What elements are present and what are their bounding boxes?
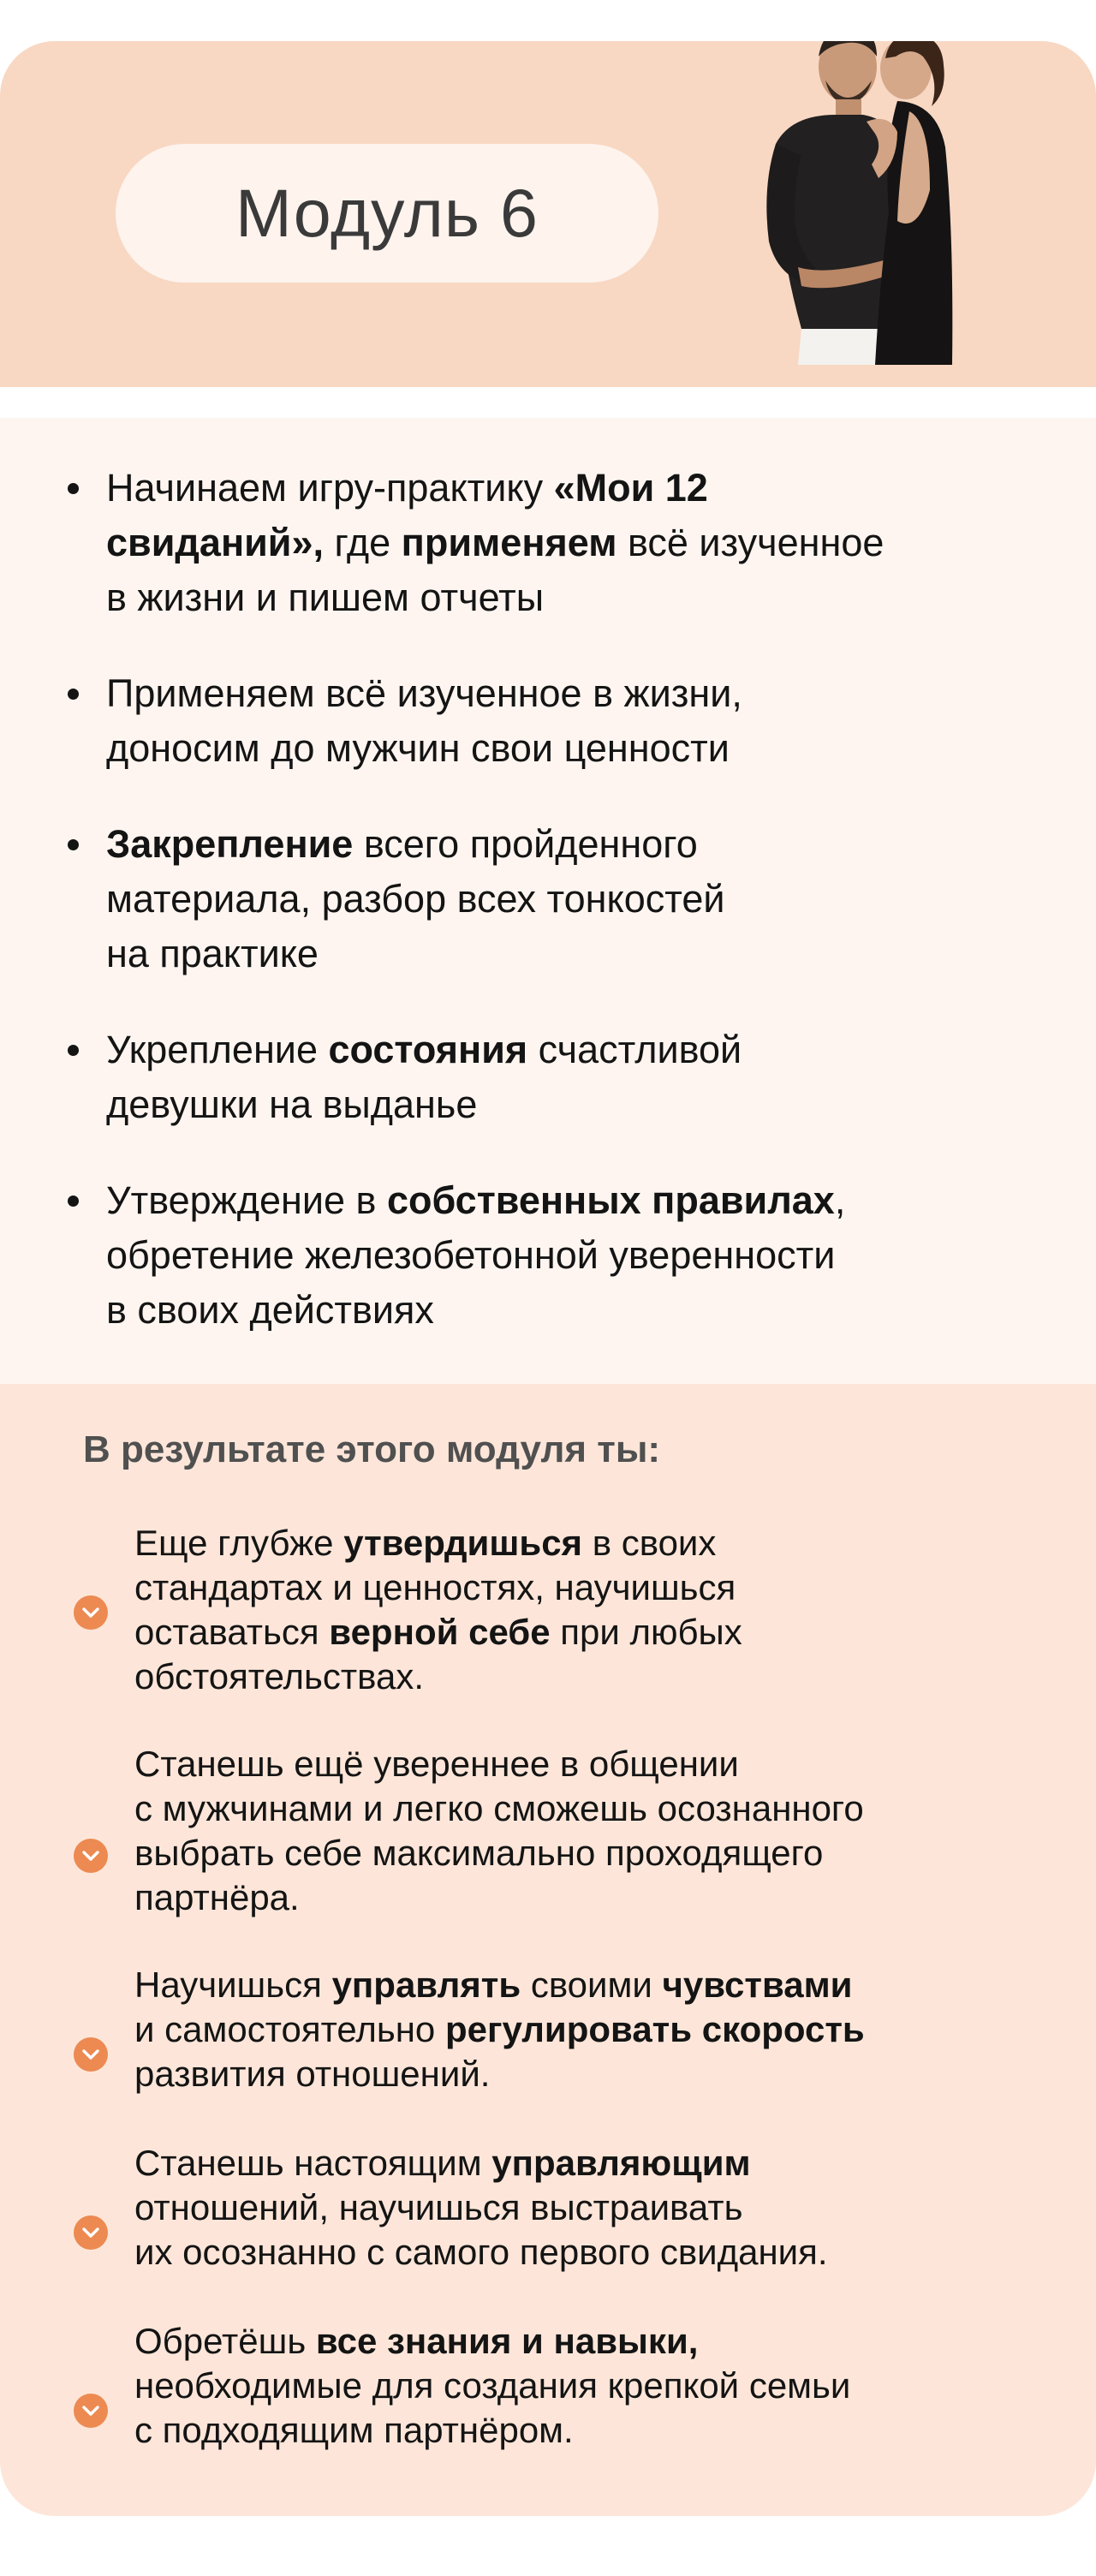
list-item-text — [106, 666, 1062, 776]
bold-text: все знания и навыки, — [315, 2321, 699, 2361]
text-fragment: и самостоятельно — [134, 2009, 436, 2049]
text-fragment: своими — [521, 1965, 663, 2005]
bullet-dot-icon — [68, 1196, 79, 1207]
module-title: Модуль 6 — [235, 175, 539, 251]
bold-text: состояния — [328, 1028, 528, 1071]
list-item-text — [106, 461, 1062, 625]
text-fragment: Станешь настоящим — [134, 2143, 492, 2183]
text-fragment: Еще глубже — [134, 1523, 344, 1563]
text-fragment: Начинаем игру-практику — [106, 466, 554, 510]
list-item-text — [106, 1023, 1062, 1132]
text-fragment: в своих стандартах и ценностях, научишься оставаться — [134, 1523, 736, 1652]
results-section — [0, 1384, 1096, 2516]
text-fragment: всё изученное в жизни и пишем отчеты — [106, 521, 885, 619]
text-fragment: Применяем всё изученное в жизни, доносим до мужчин свои ценности — [106, 671, 742, 770]
list-item-text — [106, 1173, 1062, 1338]
module-header — [0, 41, 1096, 387]
text-fragment: Обретёшь — [134, 2321, 316, 2361]
list-item — [0, 461, 1096, 625]
text-fragment: Укрепление — [106, 1028, 329, 1071]
bold-text: чувствами — [662, 1965, 853, 2005]
result-item-text — [134, 1521, 1059, 1699]
bold-text: регулировать скорость — [444, 2009, 865, 2049]
list-item — [0, 666, 1096, 776]
couple-photo — [747, 41, 986, 387]
text-fragment: необходимые для создания крепкой семьи с подходящим партнёром. — [134, 2365, 851, 2450]
text-fragment: всего пройденного материала, разбор всех тонкостей на практике — [106, 822, 725, 975]
module-topics — [0, 418, 1096, 1384]
chevron-down-circle-icon — [74, 2215, 108, 2250]
text-fragment: при любых обстоятельствах. — [134, 1612, 742, 1696]
bullet-dot-icon — [68, 689, 79, 700]
text-fragment: Станешь ещё увереннее в общении с мужчинами и легко сможешь осознанного выбрать себе максимально проходящего партнёра. — [134, 1744, 864, 1917]
chevron-down-circle-icon — [74, 2037, 108, 2072]
topics-list — [0, 461, 1096, 1379]
chevron-down-circle-icon — [74, 1839, 108, 1873]
result-item-text — [134, 1963, 1059, 2096]
bullet-dot-icon — [68, 483, 79, 494]
text-fragment: счастливой девушки на выданье — [106, 1028, 742, 1126]
module-badge — [116, 144, 658, 283]
bold-text: собственных правилах — [386, 1178, 835, 1222]
bold-text: управляющим — [491, 2143, 751, 2183]
bold-text: Закрепление — [106, 822, 354, 866]
list-item — [0, 1173, 1096, 1338]
text-fragment: отношений, научишься выстраивать их осознанно с самого первого свидания. — [134, 2187, 828, 2272]
list-item-text — [106, 817, 1062, 981]
result-item-text — [134, 1742, 1059, 1920]
bold-text: применяем — [401, 521, 617, 564]
result-item-text — [134, 2141, 1059, 2275]
bullet-dot-icon — [68, 1045, 79, 1056]
bold-text: «Мои 12 свиданий», — [106, 466, 708, 564]
bullet-dot-icon — [68, 839, 79, 850]
chevron-down-circle-icon — [74, 1595, 108, 1630]
bold-text: управлять — [331, 1965, 521, 2005]
text-fragment: где — [323, 521, 402, 564]
text-fragment: Научишься — [134, 1965, 332, 2005]
bold-text: верной себе — [329, 1612, 551, 1652]
results-title: В результате этого модуля ты: — [83, 1428, 661, 1470]
list-item — [0, 1023, 1096, 1132]
list-item — [0, 817, 1096, 981]
chevron-down-circle-icon — [74, 2394, 108, 2428]
bold-text: утвердишься — [343, 1523, 583, 1563]
result-item-text — [134, 2319, 1059, 2453]
text-fragment: развития отношений. — [134, 2054, 491, 2094]
text-fragment: , обретение железобетонной уверенности в своих действиях — [106, 1178, 846, 1332]
text-fragment: Утверждение в — [106, 1178, 387, 1222]
